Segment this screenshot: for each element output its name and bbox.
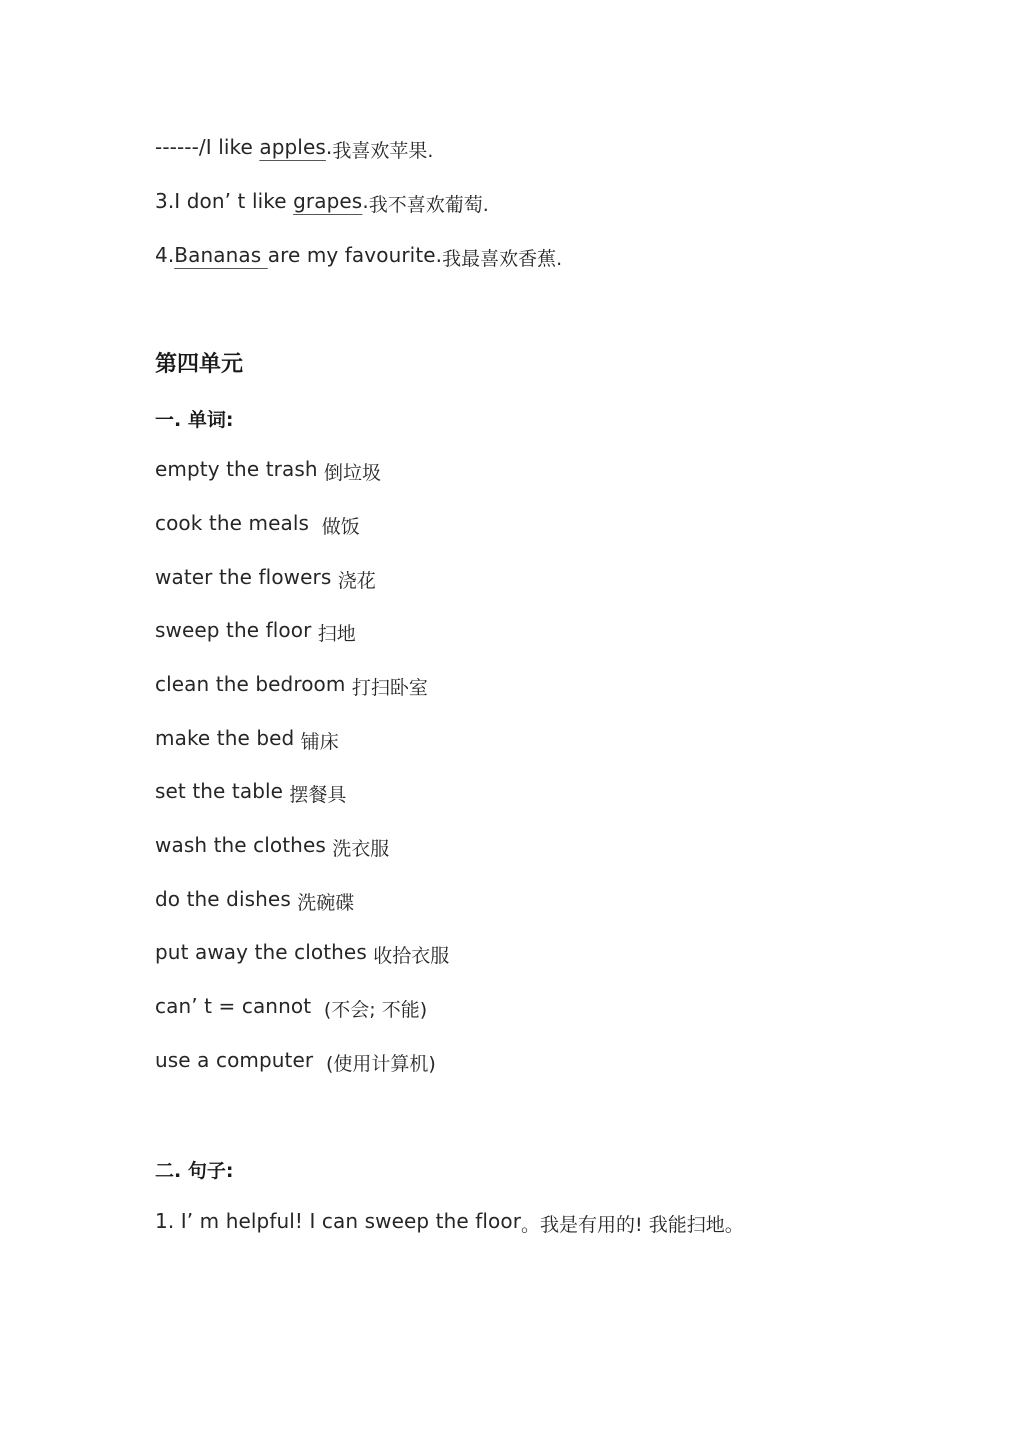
sentence-suffix: are my favourite. bbox=[267, 243, 443, 267]
word-en: make the bed bbox=[155, 726, 295, 750]
word-en: empty the trash bbox=[155, 457, 318, 481]
word-item bbox=[155, 510, 360, 537]
word-item bbox=[155, 617, 356, 644]
word-en: use a computer bbox=[155, 1048, 314, 1072]
word-en: put away the clothes bbox=[155, 940, 367, 964]
word-en: clean the bedroom bbox=[155, 672, 346, 696]
underlined-word: Bananas bbox=[174, 243, 268, 267]
word-zh: 倒垃圾 bbox=[323, 462, 381, 484]
sentence-translation: 我喜欢苹果. bbox=[332, 140, 434, 162]
sentence-line-1 bbox=[155, 134, 433, 161]
word-item bbox=[155, 778, 346, 805]
sentence-prefix: 3.I don’ t like bbox=[155, 189, 294, 213]
word-zh: 铺床 bbox=[300, 731, 339, 753]
word-item bbox=[155, 725, 339, 752]
word-zh: 洗碗碟 bbox=[297, 892, 355, 914]
unit-sentence-1 bbox=[155, 1208, 744, 1235]
word-zh: (使用计算机) bbox=[325, 1053, 436, 1075]
word-en: do the dishes bbox=[155, 887, 291, 911]
word-zh: (不会; 不能) bbox=[323, 999, 428, 1021]
word-en: cook the meals bbox=[155, 511, 310, 535]
word-zh: 摆餐具 bbox=[289, 784, 347, 806]
word-zh: 做饭 bbox=[321, 516, 360, 538]
word-item bbox=[155, 671, 428, 698]
word-item bbox=[155, 993, 427, 1020]
sentence-zh: 。我是有用的! 我能扫地。 bbox=[521, 1214, 744, 1236]
sentence-prefix: ------/I like bbox=[155, 135, 260, 159]
word-item bbox=[155, 939, 449, 966]
word-item bbox=[155, 1047, 436, 1074]
word-en: water the flowers bbox=[155, 565, 332, 589]
sentence-line-4 bbox=[155, 242, 562, 269]
word-en: wash the clothes bbox=[155, 833, 326, 857]
word-zh: 扫地 bbox=[317, 623, 356, 645]
word-item bbox=[155, 886, 354, 913]
sentence-translation: 我最喜欢香蕉. bbox=[442, 248, 563, 270]
sentence-translation: 我不喜欢葡萄. bbox=[368, 194, 489, 216]
word-zh: 浇花 bbox=[337, 570, 376, 592]
word-item bbox=[155, 456, 381, 483]
unit-title: 第四单元 bbox=[155, 352, 244, 377]
word-zh: 打扫卧室 bbox=[351, 677, 428, 699]
section-words-title: 一. 单词: bbox=[155, 409, 234, 431]
word-en: sweep the floor bbox=[155, 618, 312, 642]
underlined-word: apples bbox=[259, 135, 326, 159]
sentence-prefix: 4. bbox=[155, 243, 175, 267]
word-zh: 洗衣服 bbox=[332, 838, 390, 860]
underlined-word: grapes bbox=[293, 189, 363, 213]
sentence-line-3 bbox=[155, 188, 489, 215]
word-item bbox=[155, 832, 389, 859]
word-en: can’ t = cannot bbox=[155, 994, 312, 1018]
sentence-en: 1. I’ m helpful! I can sweep the floor bbox=[155, 1209, 522, 1233]
sentence-suffix: . bbox=[362, 189, 369, 213]
word-item bbox=[155, 564, 376, 591]
word-en: set the table bbox=[155, 779, 284, 803]
section-sentences-title: 二. 句子: bbox=[155, 1160, 234, 1182]
word-zh: 收拾衣服 bbox=[373, 945, 450, 967]
sentence-suffix: . bbox=[325, 135, 333, 159]
